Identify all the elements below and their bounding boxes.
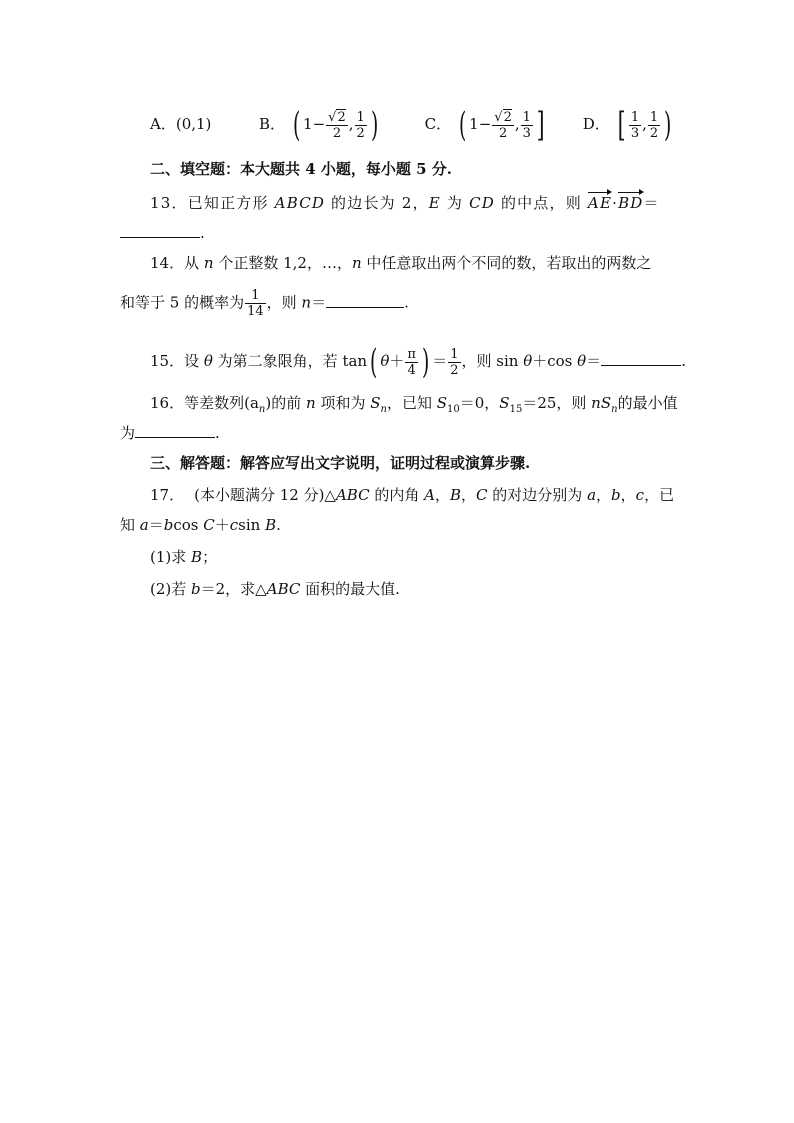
q15-answer-blank[interactable] (601, 351, 681, 366)
section3-heading: 三、解答题：解答应写出文字说明，证明过程或演算步骤. (150, 454, 531, 472)
q17-line1: 17． (本小题满分 12 分)△ABC 的内角 A，B，C 的对边分别为 a，b，c，已 (150, 486, 675, 504)
q17-part2: (2)若 b＝2，求△ABC 面积的最大值. (150, 580, 400, 598)
q15-line: 15．设 θ 为第二象限角，若 tan( θ＋ $\frac{\pi}{4}$ ) ＝ $\frac{1}{2}$ ，则 sin θ＋cos θ＝ . (150, 342, 686, 382)
choice-b-label: B． (258, 115, 285, 133)
choice-d-label: D． (582, 115, 610, 133)
q14-line2: 和等于 5 的概率为 $\frac{1}{14}$ ，则 n＝ . (120, 288, 409, 319)
q14-probability-frac: $\frac{1}{14}$ (247, 288, 264, 319)
q15-half-frac: $\frac{1}{2}$ (450, 346, 459, 378)
q13-line2: . (120, 222, 205, 244)
vector-bd: BD (618, 194, 644, 212)
choice-d-frac1: $\frac{1}{3}$ (630, 109, 640, 141)
choice-d-frac2: $\frac{1}{2}$ (649, 109, 659, 141)
choice-b-frac1: $\frac{√2}{2}$ (328, 109, 346, 141)
choice-b-frac2: $\frac{1}{2}$ (356, 109, 365, 141)
q16-line2: 为 . (120, 424, 220, 442)
q16-line1: 16．等差数列$(a_n)$的前 n 项和为 $S_n$，已知 $S_{10}=0$，$S_{15}=25$，则 $nS_n$的最小值 (150, 394, 678, 415)
q15-pi-frac: $\frac{\pi}{4}$ (407, 346, 416, 378)
vector-ae: AE (587, 194, 613, 212)
section2-heading: 二、填空题：本大题共 4 小题，每小题 5 分. (150, 160, 452, 178)
choice-c-frac2: $\frac{1}{3}$ (522, 109, 531, 141)
choice-a-text: (0,1) (175, 115, 212, 133)
q13-answer-blank[interactable] (120, 223, 200, 238)
q16-answer-blank[interactable] (135, 423, 215, 438)
q17-part1: (1)求 B； (150, 548, 218, 566)
choice-c-frac1: $\frac{√2}{2}$ (494, 109, 512, 141)
choice-a-label: A． (150, 115, 176, 133)
q14-answer-blank[interactable] (326, 293, 404, 308)
q17-line2: 知 a＝bcos C＋csin B. (120, 516, 281, 534)
q14-line1: 14．从 n 个正整数 1,2，…，n 中任意取出两个不同的数，若取出的两数之 (150, 254, 652, 272)
choice-c-label: C． (424, 115, 452, 133)
q13-line1: 13．已知正方形 ABCD 的边长为 2，E 为 CD 的中点，则 AE·BD＝ (150, 194, 660, 212)
choices-row: A．(0,1) B． ( 1− $\frac{√2}{2}$ , $\frac{1}{2}$ ) C． ( 1− $\frac{√2}{2}$ , $\frac{1}{3}$ ] D． [ $\frac{1}{3}$ , $\frac{1}{2}$ ) (150, 105, 672, 145)
